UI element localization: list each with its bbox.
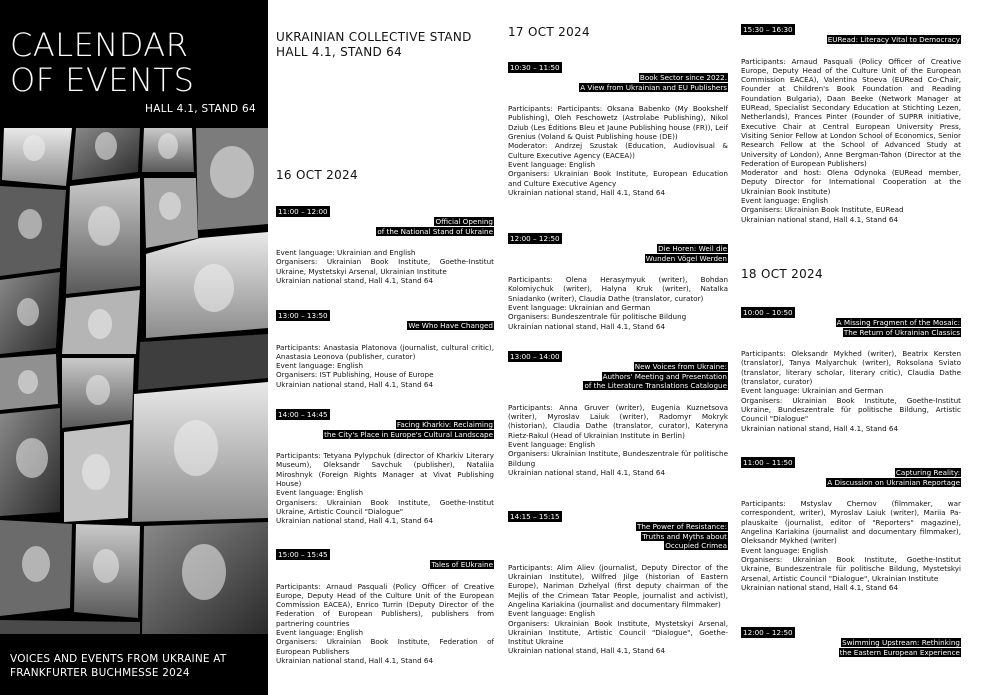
event-details <box>276 248 494 285</box>
event-title-line: The Power of Resistance: <box>636 522 727 531</box>
event-title-line: A View from Ukrainian and EU Publishers <box>580 82 727 92</box>
event-title-line: Authors' Meeting and Presentation <box>602 371 727 381</box>
event-time: 14:00 – 14:45 <box>278 410 328 419</box>
event-detail-line: Organisers: Ukrainian Book Institute, Mystetskyi Arsenal, Ukrainian Institute, Artistic Council "Dialogue", Goethe-Institut Ukraine <box>508 618 728 647</box>
column-oct16 <box>276 0 494 695</box>
event-block <box>508 351 728 477</box>
event-detail-line: Ukrainian national stand, Hall 4.1, Stand 64 <box>508 321 666 331</box>
tagline <box>10 652 226 680</box>
event-details <box>276 582 494 666</box>
event-detail-line: Participants: Alim Aliev (journalist, Deputy Director of the Ukrainian Institute), Wilfred Jilge (historian of Eastern Europe), Nariman Dzhelyal (first deputy chairman of the Mejlis of the Crimean Tatar People, journalist and activist), Angelina Kariakina (journalist and documentary filmmaker) <box>508 562 728 609</box>
stand-line-1: UKRAINIAN COLLECTIVE STAND <box>276 30 472 44</box>
event-header <box>508 62 728 76</box>
event-detail-line: Event language: English <box>508 159 595 169</box>
event-detail-line: Participants: Oleksandr Mykhed (writer), Beatrix Kersten (translator), Tanya Malyarchuk (writer), Roksolana Sviato (translator, literary scholar, literary critic), Claudia Dathe (translator, curator) <box>741 349 961 387</box>
event-detail-line: Organisers: Bundeszentrale für politische Bildung <box>508 312 687 322</box>
event-time: 13:00 – 13:50 <box>278 311 328 320</box>
title-line-2: OF EVENTS <box>10 61 195 99</box>
event-details <box>508 104 728 197</box>
event-detail-line: Ukrainian national stand, Hall 4.1, Stand 64 <box>508 646 666 656</box>
event-details <box>508 563 728 656</box>
event-block <box>741 627 961 657</box>
event-block <box>741 307 961 433</box>
tagline-line-1: VOICES AND EVENTS FROM UKRAINE AT <box>10 653 227 665</box>
event-title-line: the City's Place in Europe's Cultural Landscape <box>324 429 493 439</box>
date-heading: 18 OCT 2024 <box>741 267 823 281</box>
event-title-line: Facing Kharkiv: Reclaiming <box>396 420 493 429</box>
event-detail-line: Event language: English <box>741 545 828 555</box>
event-details <box>508 403 728 477</box>
event-detail-line: Event language: English <box>276 361 363 371</box>
event-detail-line: Organisers: Ukrainian Book Institute, Goethe-Institut Ukraine, Artistic Council "Dialogue" <box>276 497 494 516</box>
event-detail-line: Organisers: Ukrainian Book Institute, Goethe-Institut Ukraine, Bundeszentrale für politische Bildung, Artistic Council "Dialogue" <box>741 395 961 424</box>
event-detail-line: Participants: Participants: Oksana Babenko (My Bookshelf Publishing), Oleh Feschowetz (Astrolabe Publishing), Nikol Dziub (Les Éditions Bleu et Jaune Publishing house (FR)), Leif Grenius (Voland & Quist Publishing house (DE)) <box>508 104 728 142</box>
event-header <box>276 310 494 324</box>
event-title-line: Swimming Upstream: Rethinking <box>842 638 960 647</box>
event-header <box>508 233 728 247</box>
event-detail-line: Participants: Mstyslav Chernov (filmmaker, war correspondent, writer), Myroslav Laiuk (writer), Mariia Pa-plauskaite (journalist, editor of "Reporters" magazine), Angelina Kariakina (journalist and documentary filmmaker), Oleksandr Mykhed (writer) <box>741 499 961 546</box>
stand-line-2: HALL 4.1, STAND 64 <box>276 45 403 59</box>
event-time: 11:00 – 11:50 <box>743 458 793 467</box>
event-detail-line: Participants: Arnaud Pasquali (Policy Officer of Creative Europe, Deputy Head of the Culture Unit of the European Commission EACEA), Enrico Turrin (Deputy Director of the Federation of European Publishers), publishers from partnering countries <box>276 581 494 628</box>
event-title-line: Wunden Vögel Werden <box>645 253 727 263</box>
event-detail-line: Participants: Anastasia Platonova (journalist, cultural critic), Anastasia Leonova (publisher, curator) <box>276 342 494 361</box>
event-block <box>276 409 494 526</box>
event-detail-line: Ukrainian national stand, Hall 4.1, Stand 64 <box>741 214 899 224</box>
event-title <box>508 522 728 551</box>
event-detail-line: Participants: Olena Herasymyuk (writer), Bohdan Kolomiychuk (writer), Halyna Kruk (writer), Natalka Sniadanko (writer), Claudia Dathe (translator, curator) <box>508 275 728 303</box>
event-header <box>741 627 961 641</box>
event-detail-line: Participants: Arnaud Pasquali (Policy Officer of Creative Europe, Deputy Head of the Culture Unit of the European Commission EACEA), Valentina Stoeva (EURead Co-Chair, Founder at Children's Book Foundation and Reading Foundation Bulgaria), Daan Beeke (Network Manager at EURead, Specialist Secondary Education at Stichting Lezen, Netherlands), Frances Pinter (Founder of SUPRR initiative, Executive Chair at Central European University Press, Visiting Senior Fellow at London School of Economics, Senior Research Fellow at the School of Advanced Study at University of London), Anne Bergman-Tahon (Director at the Federation of European Publishers) <box>741 56 961 168</box>
event-block <box>276 549 494 665</box>
event-detail-line: Ukrainian national stand, Hall 4.1, Stand 64 <box>276 276 434 286</box>
event-header <box>276 206 494 220</box>
event-detail-line: Organisers: Ukrainian Institute, Bundeszentrale für politische Bildung <box>508 449 728 468</box>
event-title-line: of the Literature Translations Catalogue <box>584 381 727 391</box>
column-oct18 <box>741 0 961 695</box>
event-title-line: of the National Stand of Ukraine <box>377 226 493 236</box>
event-details <box>741 499 961 592</box>
event-title <box>508 362 728 391</box>
event-details <box>741 349 961 433</box>
column-oct17 <box>508 0 728 695</box>
event-title-line: EURead: Literacy Vital to Democracy <box>827 35 960 44</box>
event-detail-line: Event language: English <box>741 196 828 206</box>
event-header <box>741 307 961 321</box>
event-header <box>276 549 494 563</box>
event-time: 14:15 – 15:15 <box>510 512 560 521</box>
event-time: 10:30 – 11:50 <box>510 63 560 72</box>
event-block <box>741 24 961 224</box>
event-detail-line: Ukrainian national stand, Hall 4.1, Stand 64 <box>276 379 434 389</box>
event-block <box>741 457 961 592</box>
event-detail-line: Event language: English <box>508 609 595 619</box>
event-details <box>276 451 494 525</box>
event-block <box>276 206 494 285</box>
event-title-line: Truths and Myths about <box>642 531 727 541</box>
event-title-line: Capturing Reality: <box>895 468 960 477</box>
date-heading: 17 OCT 2024 <box>508 25 590 39</box>
event-detail-line: Organisers: Ukrainian Book Institute, EURead <box>741 205 904 215</box>
event-title-line: Tales of EUkraine <box>431 560 493 569</box>
event-details <box>508 275 728 331</box>
event-header <box>276 409 494 423</box>
event-title-line: The Return of Ukrainian Classics <box>843 327 960 337</box>
event-title-line: New Voices from Ukraine: <box>634 362 727 371</box>
event-detail-line: Ukrainian national stand, Hall 4.1, Stand 64 <box>508 467 666 477</box>
event-detail-line: Participants: Anna Gruver (writer), Eugenia Kuznetsova (writer), Myroslav Laiuk (writer), Radomyr Mokryk (historian), Claudia Dathe (translator, curator), Kateryna Rietz-Rakul (Head of Ukrainian Institute in Berlin) <box>508 402 728 440</box>
event-detail-line: Event language: English <box>276 488 363 498</box>
tagline-line-2: FRANKFURTER BUCHMESSE 2024 <box>10 667 190 679</box>
event-time: 13:00 – 14:00 <box>510 352 560 361</box>
event-detail-line: Event language: Ukrainian and German <box>741 386 884 396</box>
event-detail-line: Moderator and host: Olena Odynoka (EURead member, Deputy Director for International Cooperation at the Ukrainian Book Institute) <box>741 168 961 196</box>
event-block <box>508 233 728 331</box>
event-detail-line: Event language: Ukrainian and English <box>276 248 416 258</box>
event-detail-line: Event language: English <box>276 628 363 638</box>
event-time: 15:30 – 16:30 <box>743 25 793 34</box>
event-detail-line: Organisers: Ukrainian Book Institute, Goethe-Institut Ukraine, Mystetskyi Arsenal, Ukrainian Institute <box>276 257 494 276</box>
event-time: 10:00 – 10:50 <box>743 308 793 317</box>
event-detail-line: Organisers: Ukrainian Book Institute, European Education and Culture Executive Agency <box>508 169 728 188</box>
calendar-title <box>10 28 194 98</box>
event-title-line: Book Sector since 2022. <box>639 73 727 82</box>
title-line-1: CALENDAR <box>10 26 189 64</box>
event-detail-line: Organisers: IST Publishing, House of Europe <box>276 370 434 380</box>
event-detail-line: Event language: English <box>508 439 595 449</box>
hall-label: HALL 4.1, STAND 64 <box>145 103 256 115</box>
event-title-line: A Discussion on Ukrainian Reportage <box>827 477 960 487</box>
event-time: 12:00 – 12:50 <box>510 234 560 243</box>
event-details <box>276 343 494 389</box>
event-block <box>276 310 494 389</box>
event-time: 12:00 – 12:50 <box>743 628 793 637</box>
event-detail-line: Event language: Ukrainian and German <box>508 303 651 313</box>
event-time: 11:00 – 12:00 <box>278 207 328 216</box>
event-title-line: Occupied Crimea <box>665 541 727 551</box>
event-detail-line: Organisers: Ukrainian Book Institute, Federation of European Publishers <box>276 637 494 656</box>
event-detail-line: Moderator: Andrzej Szustak (Education, Audiovisual & Culture Executive Agency (EACEA)) <box>508 141 728 160</box>
cover-panel <box>0 0 268 695</box>
event-detail-line: Ukrainian national stand, Hall 4.1, Stand 64 <box>276 516 434 526</box>
event-title-line: We Who Have Changed <box>408 321 493 330</box>
event-title-line: Die Horen: Weil die <box>658 244 727 253</box>
event-block <box>508 62 728 197</box>
event-title-line: the Eastern European Experience <box>839 647 960 657</box>
event-details <box>741 57 961 224</box>
event-detail-line: Ukrainian national stand, Hall 4.1, Stand 64 <box>741 582 899 592</box>
event-detail-line: Ukrainian national stand, Hall 4.1, Stand 64 <box>741 423 899 433</box>
event-title-line: A Missing Fragment of the Mosaic: <box>836 318 960 327</box>
event-block <box>508 511 728 656</box>
portrait-collage <box>0 128 268 634</box>
event-title-line: Official Opening <box>435 217 493 226</box>
event-header <box>508 511 728 525</box>
event-detail-line: Ukrainian national stand, Hall 4.1, Stand 64 <box>276 655 434 665</box>
stand-heading <box>276 30 472 60</box>
event-detail-line: Ukrainian national stand, Hall 4.1, Stand 64 <box>508 187 666 197</box>
event-header <box>741 457 961 471</box>
event-header <box>508 351 728 365</box>
event-detail-line: Organisers: Ukrainian Book Institute, Goethe-Institut Ukraine, Bundeszentrale für politische Bildung, Mystetskyi Arsenal, Artistic Council "Dialogue", Ukrainian Institute <box>741 554 961 583</box>
event-time: 15:00 – 15:45 <box>278 550 328 559</box>
date-heading: 16 OCT 2024 <box>276 168 358 182</box>
event-header <box>741 24 961 38</box>
event-detail-line: Participants: Tetyana Pylypchuk (director of Kharkiv Literary Museum), Oleksandr Savchuk (publisher), Nataliia Miroshnyk (Foreign Rights Manager at Vivat Publishing House) <box>276 451 494 489</box>
